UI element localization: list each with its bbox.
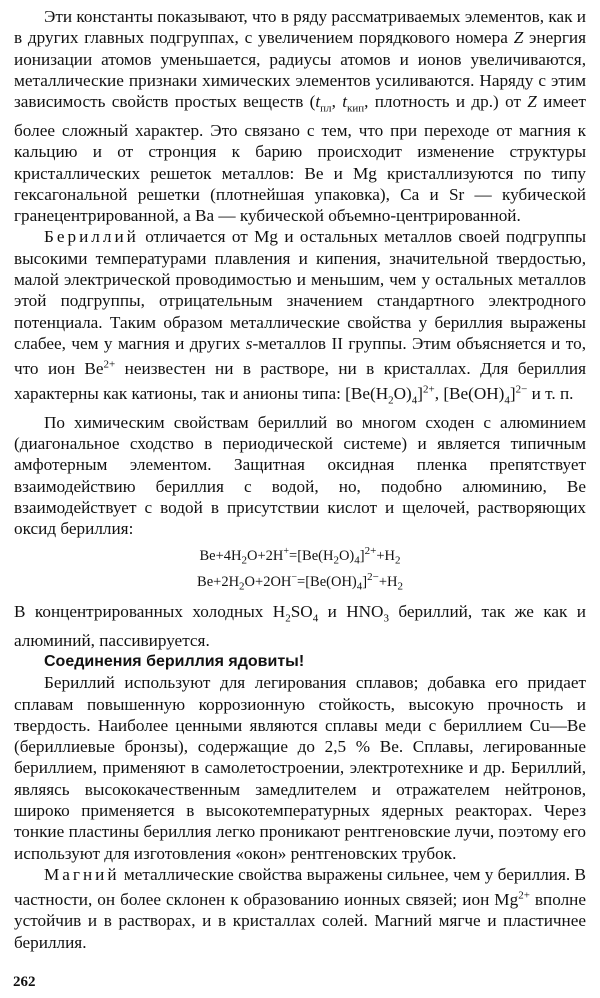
paragraph-1 [14, 6, 586, 226]
paragraph-4 [14, 601, 586, 651]
paragraph-4-text: В концентрированных холодных $H_2SO_4$ и $HNO_3$ бериллий, так же как и алюминий, пассивируется. [14, 601, 587, 650]
equation-alkali: $Be+2H_2O+2OH^-=[Be(OH)_4]^{2-}+H_2$ [197, 571, 403, 593]
page-number: 262 [13, 974, 36, 990]
reaction-equations [14, 543, 586, 594]
equation-acid: $Be+4H_2O+2H^+=[Be(H_2O)_4]^{2+}+H_2$ [199, 545, 401, 568]
paragraph-2-text: Бериллий отличается от Mg и остальных металлов своей подгруппы высокими температурами плавления и кипения, значительной твердостью, малой электрической проводимостью и меньшим, чем у остальных металлов этой подгруппы, отрицательным значением стандартного электродного потенциала. Таким образом металлические свойства у бериллия выражены слабее, чем у магния и других s-металлов II группы. Этим объясняется и то, что ион $Be^{2+}$ неизвестен ни в растворе, ни в кристаллах. Для бериллия характерны как катионы, так и анионы типа: $[Be(H_2O)_4]^{2+}$, $[Be(OH)_4]^{2-}$ и т. п. [14, 227, 586, 407]
paragraph-6-text: Магний металлические свойства выражены сильнее, чем у бериллия. В частности, он более склонен к образованию ионных связей; ион $Mg^{2+}$ вполне устойчив и в растворах, и в кристаллах солей. Магний мягче и пластичнее бериллия. [14, 864, 586, 952]
paragraph-3-text: По химическим свойствам бериллий во многом сходен с алюминием (диагональное сходство в периодической системе) и является типичным амфотерным элементом. Защитная оксидная пленка препятствует взаимодействию бериллия с водой, но, подобно алюминию, Be взаимодействует с водой в присутствии кислот и щелочей, растворяющих оксид бериллия: [14, 412, 586, 539]
paragraph-5-text: Бериллий используют для легирования сплавов; добавка его придает сплавам повышенную коррозионную стойкость, высокую прочность и твердость. Наиболее ценными являются сплавы меди с бериллием Cu—Be (бериллиевые бронзы), содержащие до 2,5 % Be. Сплавы, легированные бериллием, применяют в самолетостроении, электротехнике и др. Бериллий, являясь высококачественным замедлителем и отражателем нейтронов, широко применяется в высокотемпературных ядерных реакторах. Через тонкие пластины бериллия легко проникают рентгеновские лучи, поэтому его используют для изготовления «окон» рентгеновских трубок. [14, 673, 586, 863]
paragraph-5 [14, 672, 586, 864]
paragraph-3 [14, 412, 586, 540]
toxicity-warning-heading: Соединения бериллия ядовиты! [44, 652, 305, 670]
paragraph-1-text: Эти константы показывают, что в ряду рассматриваемых элементов, как и в других главных подгруппах, с увеличением порядкового номера Z энергия ионизации атомов уменьшается, радиусы атомов и ионов увеличиваются, металлические признаки химических элементов усиливаются. Наряду с этим зависимость свойств простых веществ ($t_{пл}$, $t_{кип}$, плотность и др.) от Z имеет более сложный характер. Это связано с тем, что при переходе от магния к кальцию и от стронция к барию происходит изменение структуры кристаллических решеток металлов: Be и Mg кристаллизуются по типу гексагональной решетки (плотнейшая упаковка), Ca и Sr — кубической гранецентрированной, а Ba — кубической объемно-центрированной. [14, 7, 587, 226]
paragraph-2 [14, 226, 586, 411]
paragraph-6 [14, 864, 586, 953]
